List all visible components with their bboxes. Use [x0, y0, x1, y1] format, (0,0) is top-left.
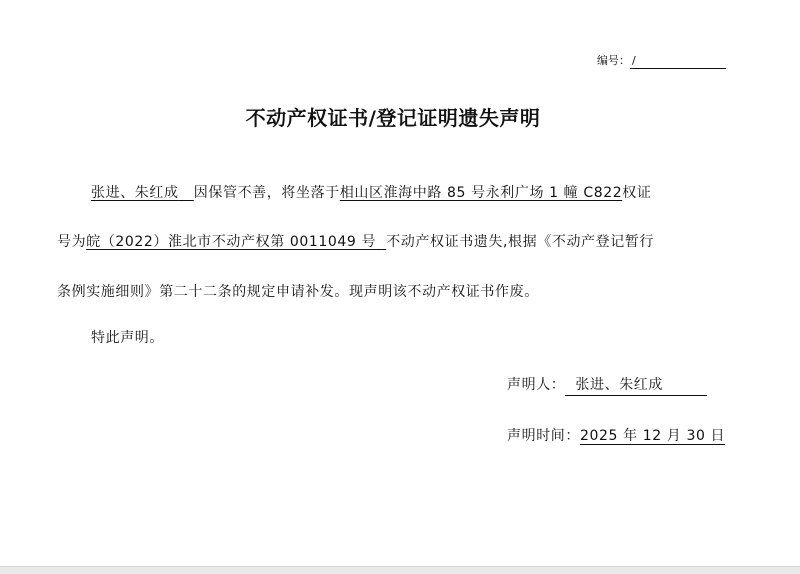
serial-number [597, 54, 726, 69]
document-title: 不动产权证书/登记证明遗失声明 [245, 106, 541, 130]
loss-cause: 因保管不善，将坐落于 [193, 185, 340, 201]
paragraph-line-2 [57, 232, 654, 252]
certificate-number: 皖（2022）淮北市不动产权第 0011049 号 [86, 234, 377, 250]
date-label: 声明时间： [507, 428, 580, 444]
paragraph-line-3: 条例实施细则》第二十二条的规定申请补发。现声明该不动产权证书作废。 [57, 284, 539, 300]
date-row [507, 426, 725, 446]
line2-prefix: 号为 [57, 234, 87, 250]
owner-names-pad [179, 185, 194, 201]
serial-label: 编号： [597, 54, 630, 67]
property-address: 相山区淮海中路 85 号永利广场 1 幢 C822 [339, 185, 623, 201]
closing-statement: 特此声明。 [91, 330, 164, 346]
date-value: 2025 年 12 月 30 日 [580, 428, 726, 444]
line1-tail: 权证 [622, 185, 652, 201]
declarant-row [507, 375, 707, 396]
declarant-label: 声明人： [507, 377, 566, 393]
serial-value: / [630, 54, 726, 69]
paragraph-line-1 [91, 183, 651, 203]
declarant-names: 张进、朱红成 [565, 376, 707, 396]
owner-names: 张进、朱红成 [91, 185, 179, 201]
certificate-number-pad [376, 234, 386, 250]
page-bottom-edge [0, 566, 800, 574]
line2-suffix: 不动产权证书遗失,根据《不动产登记暂行 [386, 234, 655, 250]
